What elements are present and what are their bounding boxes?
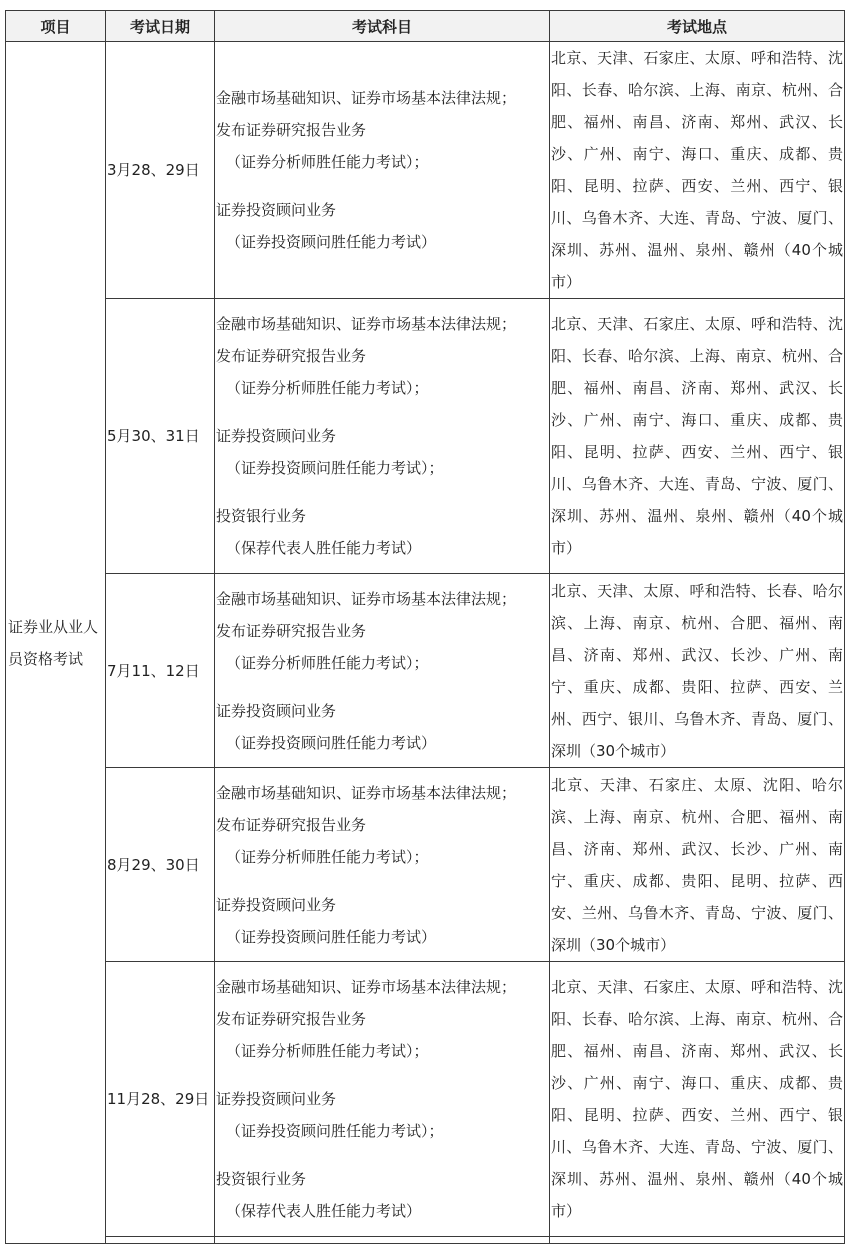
- subject-line: 证券投资顾问业务: [216, 427, 337, 445]
- subject-group: [216, 971, 549, 1067]
- table-row: [6, 42, 845, 299]
- subject-note: （证券投资顾问胜任能力考试）: [226, 927, 437, 946]
- subjects-cell: [215, 962, 550, 1237]
- header-item: 项目: [6, 11, 106, 42]
- locations-cell: 北京、天津、石家庄、太原、呼和浩特、沈阳、长春、哈尔滨、上海、南京、杭州、合肥、福州、南昌、济南、郑州、武汉、长沙、广州、南宁、海口、重庆、成都、贵阳、昆明、拉萨、西安、兰州、西宁、银川、乌鲁木齐、大连、青岛、宁波、厦门、深圳、苏州、温州、泉州、赣州（40个城市）: [550, 299, 845, 574]
- subject-note: （证券投资顾问胜任能力考试）；: [226, 459, 444, 477]
- locations-cell: 北京、天津、石家庄、太原、呼和浩特、沈阳、长春、哈尔滨、上海、南京、杭州、合肥、福州、南昌、济南、郑州、武汉、长沙、广州、南宁、海口、重庆、成都、贵阳、昆明、拉萨、西安、兰州、西宁、银川、乌鲁木齐、大连、青岛、宁波、厦门、深圳、苏州、温州、泉州、赣州（40个城市）: [550, 42, 845, 299]
- table-row: [6, 299, 845, 574]
- subjects-cell: [215, 299, 550, 574]
- date-cell: 11月28、29日: [106, 962, 215, 1237]
- subject-line: 证券投资顾问业务: [216, 201, 337, 219]
- subject-line: 证券投资顾问业务: [216, 1090, 337, 1108]
- subject-group: [216, 583, 549, 679]
- subject-group: [216, 308, 549, 404]
- subject-note: （证券投资顾问胜任能力考试）: [226, 233, 437, 251]
- locations-cell: 北京、天津、石家庄、太原、沈阳、哈尔滨、上海、南京、杭州、合肥、福州、南昌、济南、郑州、武汉、长沙、广州、南宁、重庆、成都、贵阳、昆明、拉萨、西安、兰州、乌鲁木齐、青岛、宁波、厦门、深圳（30个城市）: [550, 768, 845, 962]
- subject-line: 证券投资顾问业务: [216, 701, 337, 720]
- subject-note: （证券投资顾问胜任能力考试）；: [226, 1122, 444, 1140]
- subject-note: （证券分析师胜任能力考试）；: [226, 653, 429, 672]
- subject-group: [216, 82, 549, 178]
- subjects-cell: [215, 768, 550, 962]
- subject-line: 发布证券研究报告业务: [216, 621, 367, 640]
- table-row: [6, 768, 845, 962]
- project-cell: 证券业从业人员资格考试: [6, 42, 106, 1244]
- header-locations: 考试地点: [550, 11, 845, 42]
- subjects-cell: [215, 574, 550, 768]
- locations-cell: 北京、天津、太原、呼和浩特、长春、哈尔滨、上海、南京、杭州、合肥、福州、南昌、济南、郑州、武汉、长沙、广州、南宁、重庆、成都、贵阳、拉萨、西安、兰州、西宁、银川、乌鲁木齐、青岛、厦门、深圳（30个城市）: [550, 574, 845, 768]
- subject-line: 投资银行业务: [216, 1170, 307, 1188]
- subject-line: 金融市场基础知识、证券市场基本法律法规；: [216, 315, 517, 333]
- subject-group: [216, 500, 549, 564]
- subject-note: （证券分析师胜任能力考试）；: [226, 379, 429, 397]
- table-row: [6, 574, 845, 768]
- subject-line: 投资银行业务: [216, 507, 307, 525]
- table-row: [6, 962, 845, 1237]
- subject-note: （证券分析师胜任能力考试）；: [226, 847, 429, 866]
- subjects-cell: [215, 42, 550, 299]
- subject-group: [216, 194, 549, 258]
- subject-group: [216, 889, 549, 953]
- header-date: 考试日期: [106, 11, 215, 42]
- subject-line: 发布证券研究报告业务: [216, 347, 367, 365]
- subject-group: [216, 695, 549, 759]
- table-row-partial: [6, 1237, 845, 1244]
- subject-group: [216, 420, 549, 484]
- empty-cell: [215, 1237, 550, 1244]
- subject-line: 发布证券研究报告业务: [216, 121, 367, 139]
- subject-group: [216, 1163, 549, 1227]
- empty-cell: [550, 1237, 845, 1244]
- locations-cell: 北京、天津、石家庄、太原、呼和浩特、沈阳、长春、哈尔滨、上海、南京、杭州、合肥、福州、南昌、济南、郑州、武汉、长沙、广州、南宁、海口、重庆、成都、贵阳、昆明、拉萨、西安、兰州、西宁、银川、乌鲁木齐、大连、青岛、宁波、厦门、深圳、苏州、温州、泉州、赣州（40个城市）: [550, 962, 845, 1237]
- subject-group: [216, 1083, 549, 1147]
- subject-note: （证券分析师胜任能力考试）；: [226, 153, 429, 171]
- subject-line: 发布证券研究报告业务: [216, 1010, 367, 1028]
- subject-note: （证券分析师胜任能力考试）；: [226, 1042, 429, 1060]
- date-cell: 8月29、30日: [106, 768, 215, 962]
- table-body: [6, 42, 845, 1244]
- date-cell: 5月30、31日: [106, 299, 215, 574]
- subject-note: （保荐代表人胜任能力考试）: [226, 539, 422, 557]
- subject-group: [216, 777, 549, 873]
- subject-note: （保荐代表人胜任能力考试）: [226, 1202, 422, 1220]
- empty-cell: [106, 1237, 215, 1244]
- subject-line: 金融市场基础知识、证券市场基本法律法规；: [216, 978, 517, 996]
- date-cell: 3月28、29日: [106, 42, 215, 299]
- subject-line: 金融市场基础知识、证券市场基本法律法规；: [216, 783, 517, 802]
- subject-line: 发布证券研究报告业务: [216, 815, 367, 834]
- subject-note: （证券投资顾问胜任能力考试）: [226, 733, 437, 752]
- subject-line: 金融市场基础知识、证券市场基本法律法规；: [216, 589, 517, 608]
- date-cell: 7月11、12日: [106, 574, 215, 768]
- exam-schedule-table: [5, 10, 845, 1244]
- header-subjects: 考试科目: [215, 11, 550, 42]
- subject-line: 金融市场基础知识、证券市场基本法律法规；: [216, 89, 517, 107]
- header-row: [6, 11, 845, 42]
- subject-line: 证券投资顾问业务: [216, 895, 337, 914]
